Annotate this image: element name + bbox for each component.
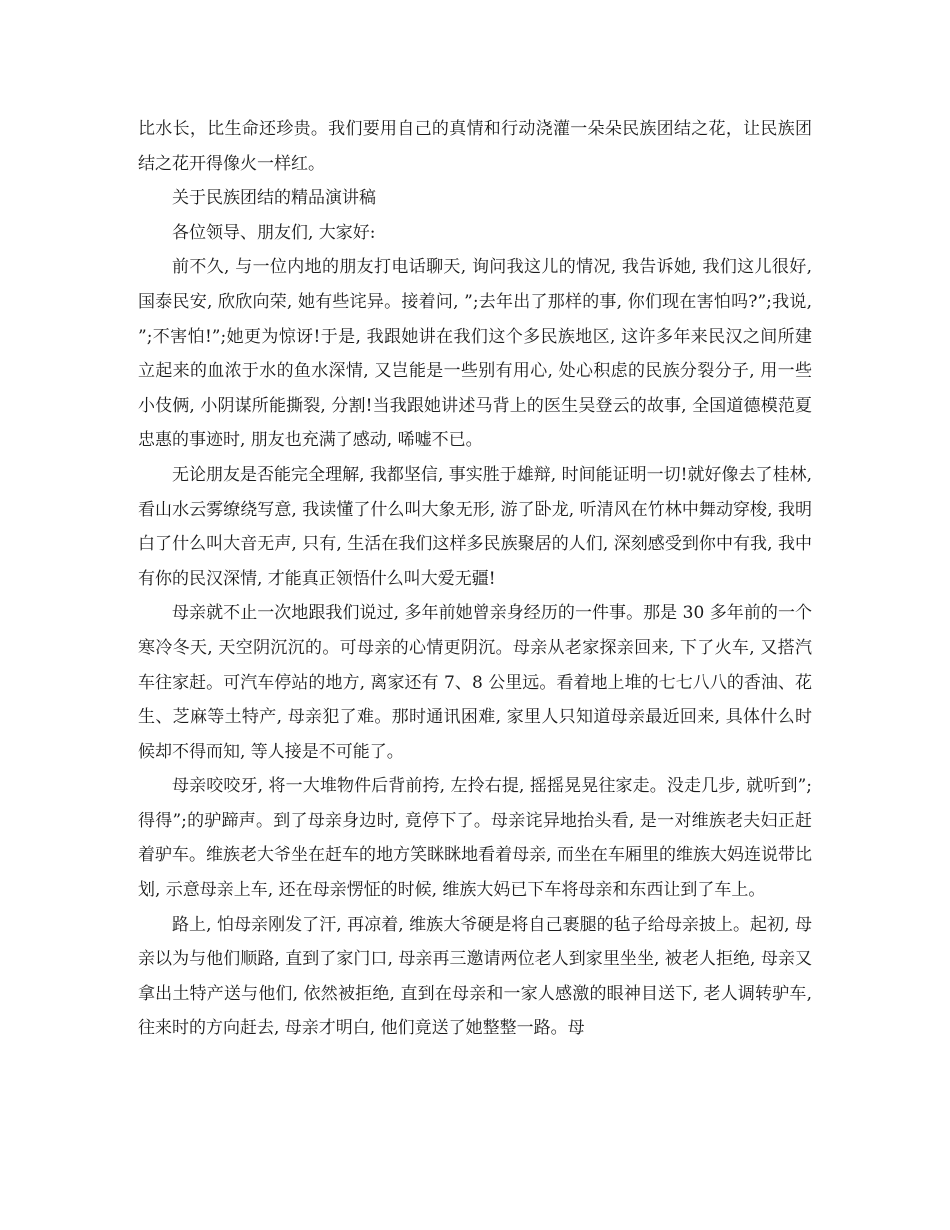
paragraph: 母亲就不止一次地跟我们说过, 多年前她曾亲身经历的一件事。那是 30 多年前的一个寒冷冬天, 天空阴沉沉的。可母亲的心情更阴沉。母亲从老家探亲回来, 下了火车, 又搭汽车往家赶。可汽车停站的地方, 离家还有 7、8 公里远。看着地上堆的七七八八的香油、花生、芝麻等土特产, 母亲犯了难。那时通讯困难, 家里人只知道母亲最近回来, 具体什么时候却不得而知, 等人接是不可能了。 (138, 603, 812, 762)
paragraph: 母亲咬咬牙, 将一大堆物件后背前挎, 左拎右提, 摇摇晃晃往家走。没走几步, 就听到”;得得”;的驴蹄声。到了母亲身边时, 竟停下了。母亲诧异地抬头看, 是一对维族老夫妇正赶着驴车。维族老大爷坐在赶车的地方笑眯眯地看着母亲, 而坐在车厢里的维族大妈连说带比划, 示意母亲上车, 还在母亲愣怔的时候, 维族大妈已下车将母亲和东西让到了车上。 (138, 776, 812, 901)
section-title: 关于民族团结的精品演讲稿 (172, 188, 376, 209)
paragraph: 前不久, 与一位内地的朋友打电话聊天, 询问我这儿的情况, 我告诉她, 我们这儿很好, 国泰民安, 欣欣向荣, 她有些诧异。接着问, ”;去年出了那样的事, 你们现在害怕吗?”;我说, ”;不害怕!”;她更为惊讶!于是, 我跟她讲在我们这个多民族地区, 这许多年来民汉之间所建立起来的血浓于水的鱼水深情, 又岂能是一些别有用心, 处心积虑的民族分裂分子, 用一些小伎俩, 小阴谋所能撕裂, 分割!当我跟她讲述马背上的医生吴登云的故事, 全国道德模范夏忠惠的事迹时, 朋友也充满了感动, 唏嘘不已。 (138, 257, 812, 451)
paragraph-continuation: 比水长，比生命还珍贵。我们要用自己的真情和行动浇灌一朵朵民族团结之花，让民族团结之花开得像火一样红。 (138, 119, 812, 174)
paragraph: 无论朋友是否能完全理解, 我都坚信, 事实胜于雄辩, 时间能证明一切!就好像去了桂林, 看山水云雾缭绕写意, 我读懂了什么叫大象无形, 游了卧龙, 听清风在竹林中舞动穿梭, 我明白了什么叫大音无声, 只有, 生活在我们这样多民族聚居的人们, 深刻感受到你中有我, 我中有你的民汉深情, 才能真正领悟什么叫大爱无疆! (138, 464, 812, 589)
document-body (138, 112, 812, 1046)
salutation: 各位领导、朋友们, 大家好: (172, 222, 376, 243)
paragraph: 路上, 怕母亲刚发了汗, 再凉着, 维族大爷硬是将自己裹腿的毡子给母亲披上。起初, 母亲以为与他们顺路, 直到了家门口, 母亲再三邀请两位老人到家里坐坐, 被老人拒绝, 母亲又拿出土特产送与他们, 依然被拒绝, 直到在母亲和一家人感激的眼神目送下, 老人调转驴车, 往来时的方向赶去, 母亲才明白, 他们竟送了她整整一路。母 (138, 914, 812, 1039)
